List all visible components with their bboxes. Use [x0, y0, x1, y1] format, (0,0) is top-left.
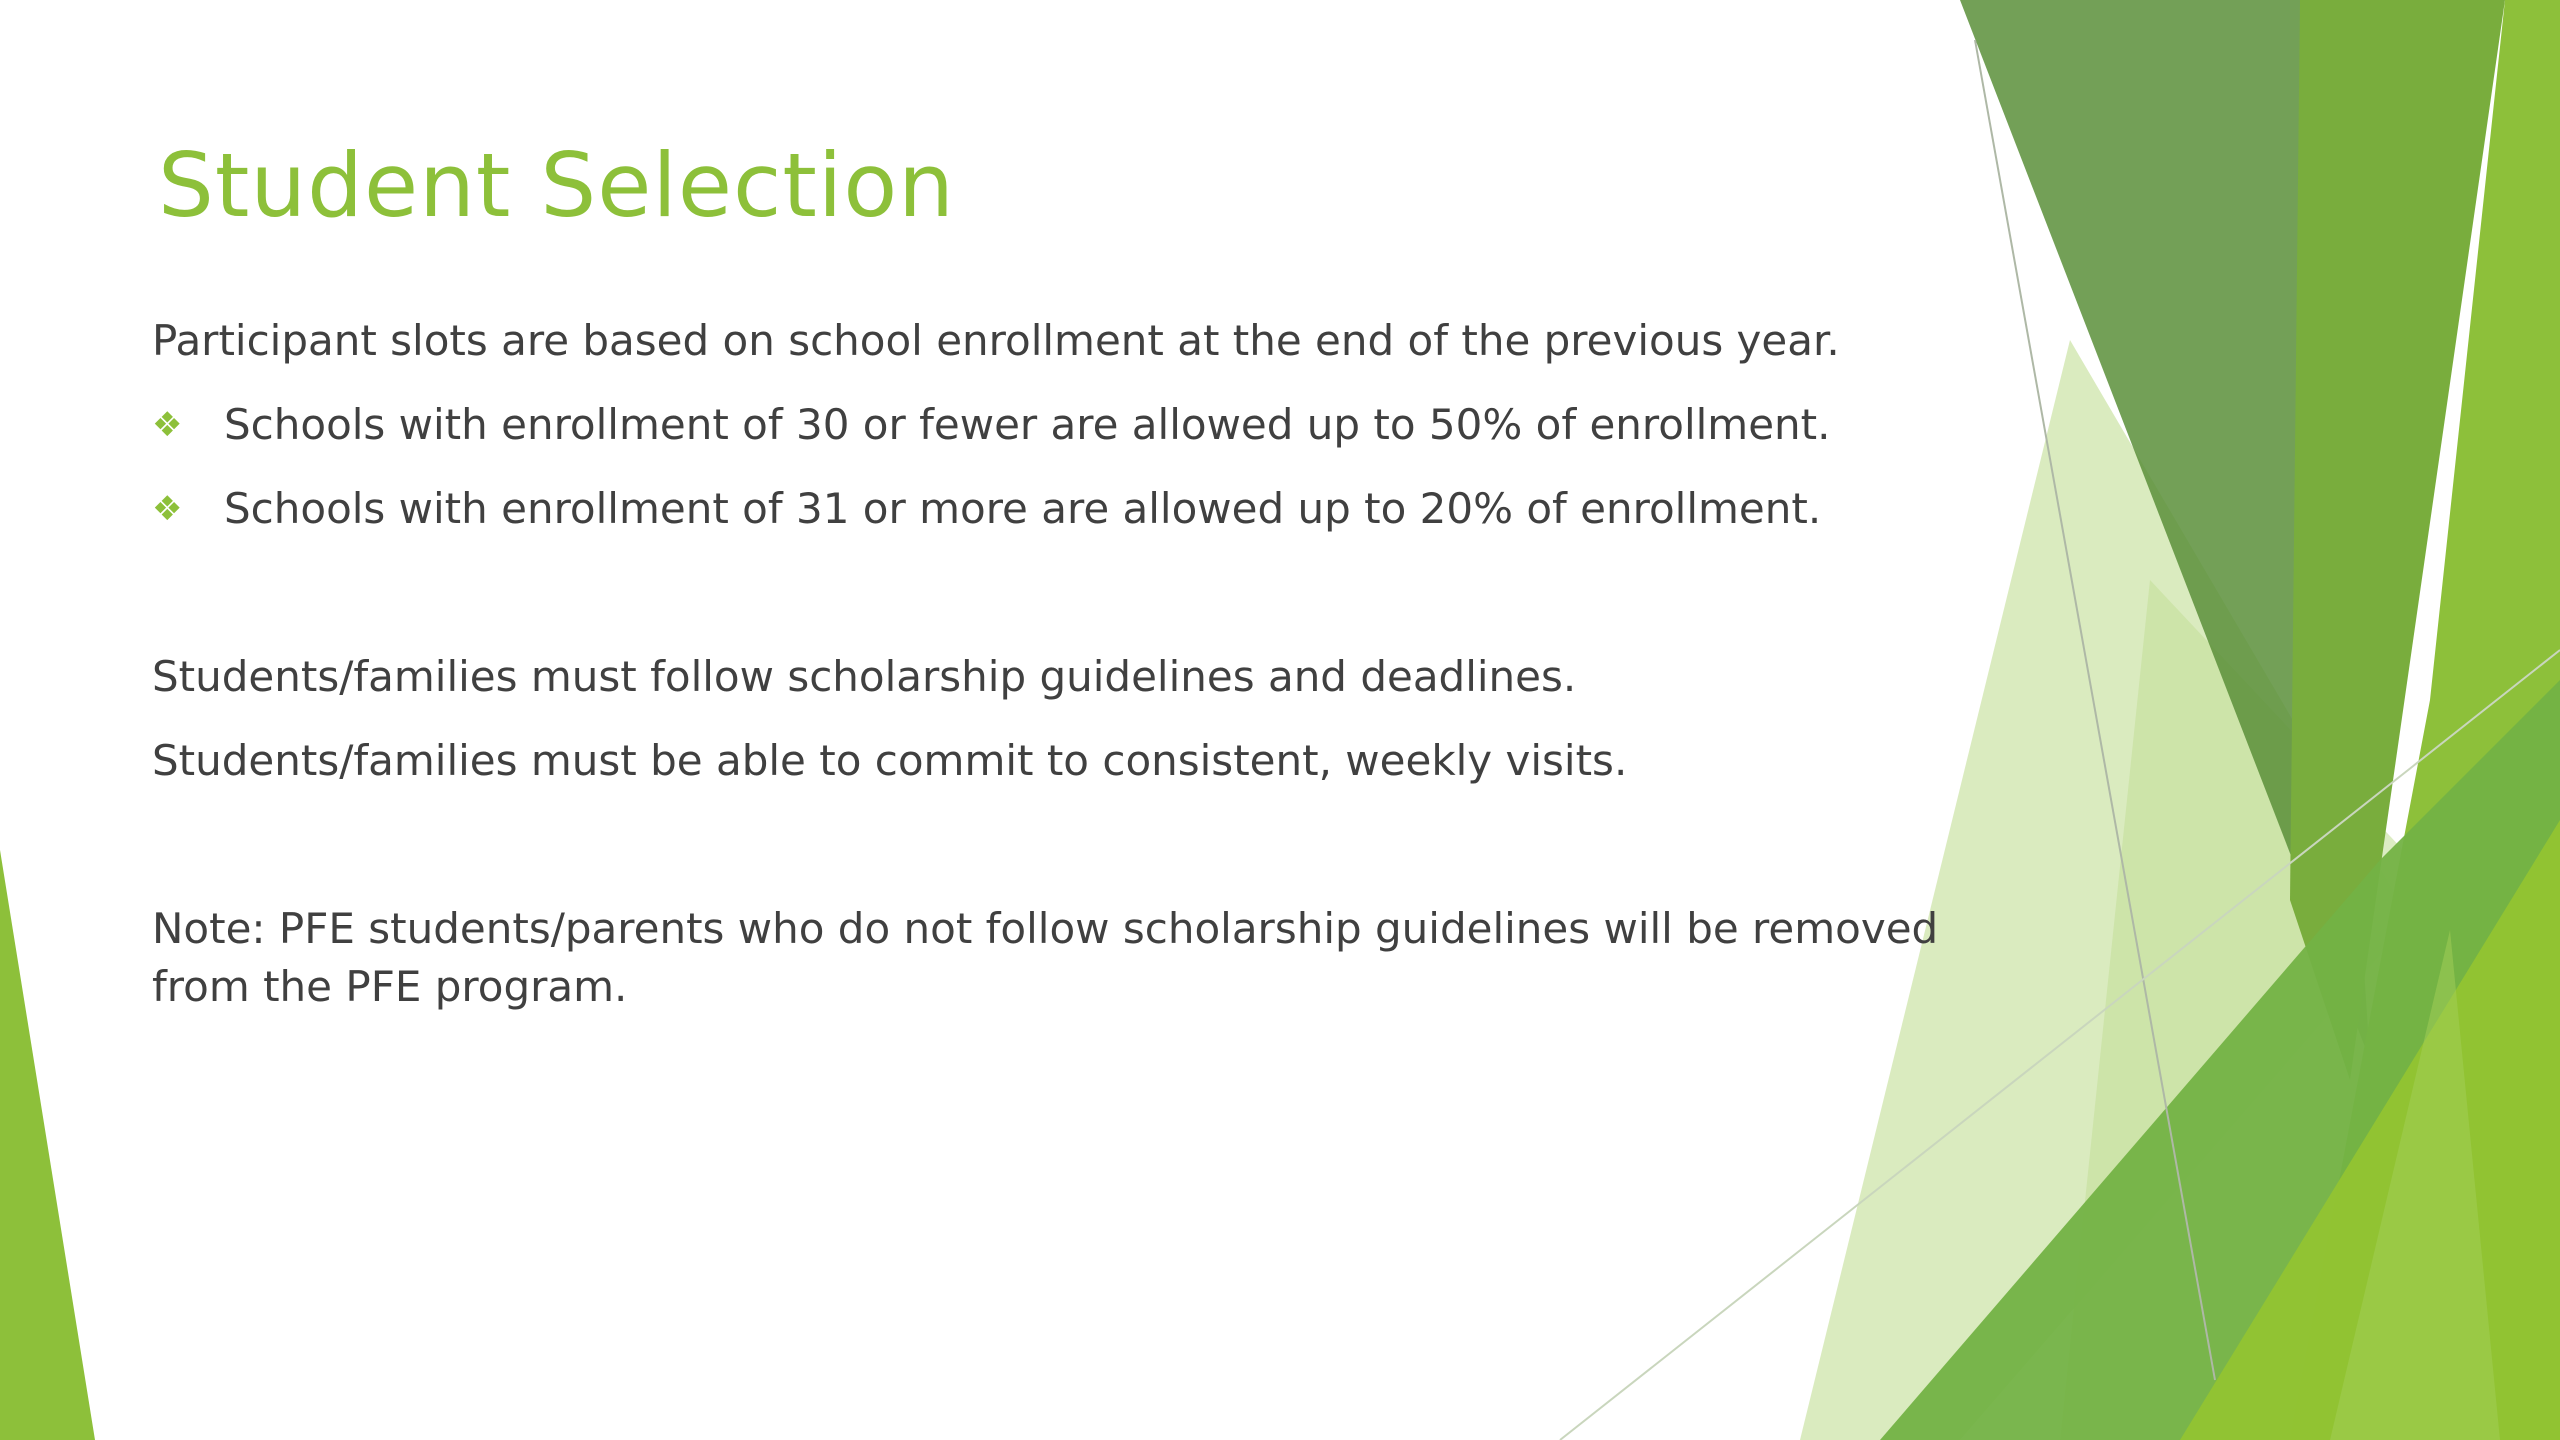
bullet-text: Schools with enrollment of 30 or fewer are allowed up to 50% of enrollment. [224, 400, 1831, 449]
requirement-text: Students/families must follow scholarship guidelines and deadlines. [152, 652, 1577, 701]
left-green-sliver [0, 850, 95, 1440]
intro-text: Participant slots are based on school enrollment at the end of the previous year. [152, 316, 1840, 365]
spacer [152, 816, 2012, 900]
spacer [152, 564, 2012, 648]
note-text: Note: PFE students/parents who do not follow scholarship guidelines will be removed from the PFE program. [152, 904, 1939, 1011]
enrollment-bullet-list [152, 396, 2012, 538]
bullet-item [152, 396, 2012, 454]
bullet-text: Schools with enrollment of 31 or more are allowed up to 20% of enrollment. [224, 484, 1822, 533]
slide-body [152, 312, 2012, 1016]
diamond-bullet-icon: ❖ [152, 489, 183, 529]
diamond-bullet-icon: ❖ [152, 405, 183, 445]
slide-title: Student Selection [158, 134, 955, 237]
bullet-item [152, 480, 2012, 538]
requirement-text: Students/families must be able to commit to consistent, weekly visits. [152, 736, 1628, 785]
